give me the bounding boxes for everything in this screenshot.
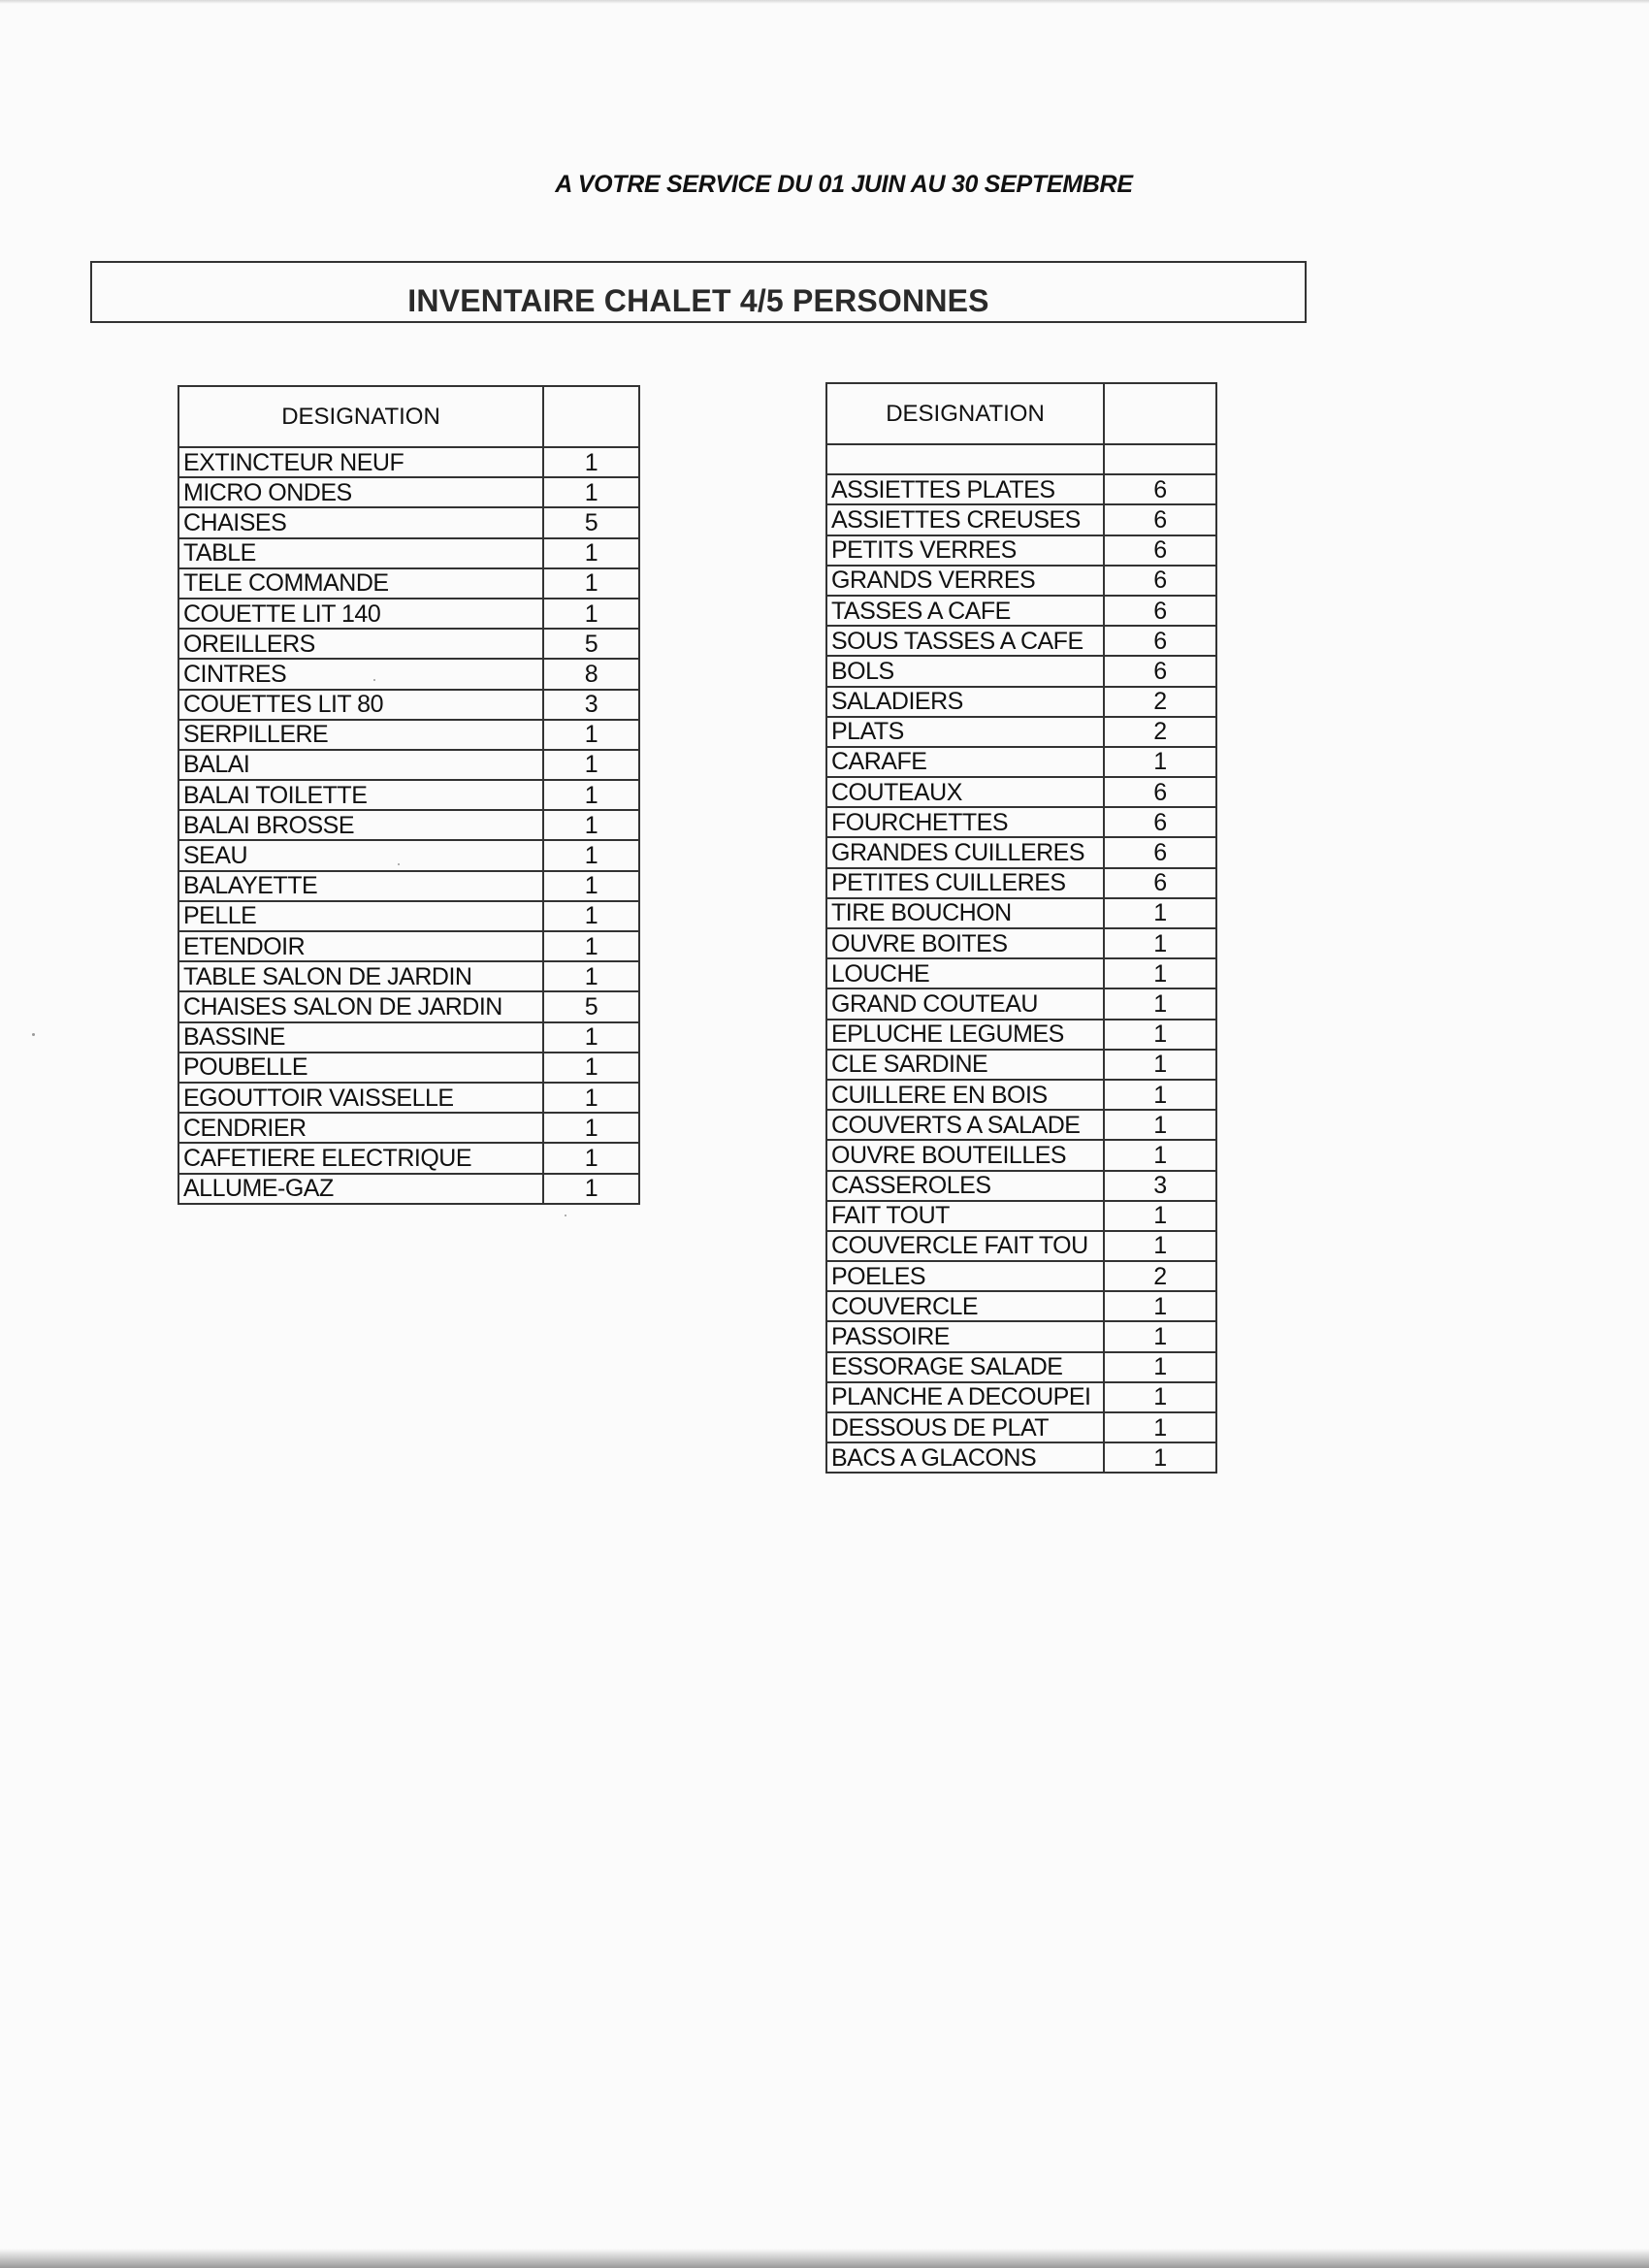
item-quantity: 1 bbox=[543, 901, 639, 931]
item-name: ETENDOIR bbox=[178, 931, 543, 961]
table-row bbox=[178, 477, 639, 507]
table-row bbox=[826, 1020, 1216, 1050]
item-name: ESSORAGE SALADE bbox=[826, 1352, 1104, 1382]
item-name: POELES bbox=[826, 1261, 1104, 1291]
table-row bbox=[826, 504, 1216, 535]
item-name: FAIT TOUT bbox=[826, 1201, 1104, 1231]
item-name: BACS A GLACONS bbox=[826, 1442, 1104, 1473]
table-row bbox=[178, 1022, 639, 1053]
item-name: BOLS bbox=[826, 656, 1104, 686]
quantity-header bbox=[543, 386, 639, 447]
table-row bbox=[826, 1171, 1216, 1201]
item-name: FOURCHETTES bbox=[826, 807, 1104, 837]
page-title: INVENTAIRE CHALET 4/5 PERSONNES bbox=[407, 282, 989, 318]
item-quantity: 1 bbox=[1104, 1321, 1216, 1351]
table-row bbox=[826, 444, 1216, 474]
table-row bbox=[178, 1053, 639, 1083]
table-row bbox=[826, 687, 1216, 717]
item-name: BALAI TOILETTE bbox=[178, 780, 543, 810]
table-row bbox=[178, 871, 639, 901]
table-row bbox=[178, 568, 639, 599]
inventory-table-right-body bbox=[826, 444, 1216, 1473]
table-row bbox=[826, 1352, 1216, 1382]
table-row bbox=[826, 958, 1216, 988]
item-quantity: 3 bbox=[543, 690, 639, 720]
item-quantity: 6 bbox=[1104, 535, 1216, 566]
item-quantity: 6 bbox=[1104, 474, 1216, 504]
item-name: SERPILLERE bbox=[178, 720, 543, 750]
table-row bbox=[826, 626, 1216, 656]
item-quantity: 1 bbox=[543, 477, 639, 507]
item-quantity: 1 bbox=[1104, 1140, 1216, 1170]
item-quantity: 6 bbox=[1104, 656, 1216, 686]
item-quantity: 1 bbox=[1104, 1412, 1216, 1442]
item-quantity: 1 bbox=[543, 599, 639, 629]
table-row bbox=[178, 659, 639, 689]
item-quantity: 1 bbox=[543, 720, 639, 750]
item-name: EXTINCTEUR NEUF bbox=[178, 447, 543, 477]
item-quantity: 5 bbox=[543, 629, 639, 659]
item-quantity: 5 bbox=[543, 991, 639, 1021]
table-row bbox=[826, 1231, 1216, 1261]
table-row bbox=[826, 988, 1216, 1019]
table-row bbox=[178, 720, 639, 750]
item-name: CASSEROLES bbox=[826, 1171, 1104, 1201]
item-quantity: 1 bbox=[1104, 1110, 1216, 1140]
item-quantity: 6 bbox=[1104, 777, 1216, 807]
item-quantity: 1 bbox=[1104, 928, 1216, 958]
scan-speck bbox=[398, 863, 400, 865]
table-row bbox=[826, 898, 1216, 928]
table-row bbox=[178, 840, 639, 870]
scan-edge-bottom bbox=[0, 2249, 1649, 2268]
table-row bbox=[178, 507, 639, 537]
table-row bbox=[178, 750, 639, 780]
item-name: PELLE bbox=[178, 901, 543, 931]
table-row bbox=[826, 566, 1216, 596]
item-name bbox=[826, 444, 1104, 474]
item-name: POUBELLE bbox=[178, 1053, 543, 1083]
item-quantity: 1 bbox=[543, 1113, 639, 1143]
table-row bbox=[826, 474, 1216, 504]
item-quantity: 1 bbox=[1104, 1231, 1216, 1261]
table-row bbox=[178, 810, 639, 840]
item-name: SALADIERS bbox=[826, 687, 1104, 717]
item-name: BALAI BROSSE bbox=[178, 810, 543, 840]
table-row bbox=[826, 596, 1216, 626]
item-name: OREILLERS bbox=[178, 629, 543, 659]
table-header-row bbox=[826, 383, 1216, 444]
item-name: COUVERCLE FAIT TOU bbox=[826, 1231, 1104, 1261]
item-quantity: 1 bbox=[543, 840, 639, 870]
item-name: ASSIETTES CREUSES bbox=[826, 504, 1104, 535]
table-row bbox=[826, 1080, 1216, 1110]
item-name: TABLE bbox=[178, 538, 543, 568]
table-row bbox=[178, 1143, 639, 1173]
item-quantity: 2 bbox=[1104, 717, 1216, 747]
table-row bbox=[826, 1110, 1216, 1140]
item-name: COUVERCLE bbox=[826, 1291, 1104, 1321]
item-quantity: 6 bbox=[1104, 504, 1216, 535]
table-row bbox=[826, 1261, 1216, 1291]
item-name: EGOUTTOIR VAISSELLE bbox=[178, 1083, 543, 1113]
table-row bbox=[826, 656, 1216, 686]
service-period-subtitle: A VOTRE SERVICE DU 01 JUIN AU 30 SEPTEMBRE bbox=[555, 171, 1133, 198]
item-name: TASSES A CAFE bbox=[826, 596, 1104, 626]
inventory-table-left bbox=[178, 385, 640, 1205]
item-name: CHAISES SALON DE JARDIN bbox=[178, 991, 543, 1021]
item-quantity: 1 bbox=[543, 447, 639, 477]
table-row bbox=[178, 961, 639, 991]
item-name: CAFETIERE ELECTRIQUE bbox=[178, 1143, 543, 1173]
item-quantity: 1 bbox=[1104, 958, 1216, 988]
table-row bbox=[826, 837, 1216, 867]
item-quantity: 1 bbox=[1104, 1291, 1216, 1321]
table-row bbox=[826, 1140, 1216, 1170]
item-name: TABLE SALON DE JARDIN bbox=[178, 961, 543, 991]
item-name: LOUCHE bbox=[826, 958, 1104, 988]
item-quantity: 1 bbox=[1104, 898, 1216, 928]
table-row bbox=[178, 931, 639, 961]
table-row bbox=[826, 747, 1216, 777]
table-row bbox=[826, 1412, 1216, 1442]
item-quantity: 1 bbox=[1104, 1050, 1216, 1080]
item-name: PETITS VERRES bbox=[826, 535, 1104, 566]
item-name: GRANDES CUILLERES bbox=[826, 837, 1104, 867]
item-quantity: 1 bbox=[543, 1083, 639, 1113]
table-row bbox=[178, 1113, 639, 1143]
item-name: COUTEAUX bbox=[826, 777, 1104, 807]
table-row bbox=[826, 1050, 1216, 1080]
item-name: EPLUCHE LEGUMES bbox=[826, 1020, 1104, 1050]
item-name: GRANDS VERRES bbox=[826, 566, 1104, 596]
item-quantity: 1 bbox=[543, 931, 639, 961]
item-quantity: 1 bbox=[543, 568, 639, 599]
item-name: OUVRE BOUTEILLES bbox=[826, 1140, 1104, 1170]
table-row bbox=[178, 629, 639, 659]
table-row bbox=[826, 868, 1216, 898]
quantity-header bbox=[1104, 383, 1216, 444]
item-quantity: 1 bbox=[1104, 1080, 1216, 1110]
item-name: COUETTES LIT 80 bbox=[178, 690, 543, 720]
item-quantity bbox=[1104, 444, 1216, 474]
item-quantity: 1 bbox=[543, 1053, 639, 1083]
designation-header: DESIGNATION bbox=[178, 386, 543, 447]
item-name: COUETTE LIT 140 bbox=[178, 599, 543, 629]
table-row bbox=[178, 780, 639, 810]
item-name: PETITES CUILLERES bbox=[826, 868, 1104, 898]
table-row bbox=[178, 1174, 639, 1204]
item-quantity: 1 bbox=[543, 780, 639, 810]
item-quantity: 1 bbox=[1104, 988, 1216, 1019]
item-quantity: 1 bbox=[1104, 1442, 1216, 1473]
table-row bbox=[178, 991, 639, 1021]
item-quantity: 1 bbox=[543, 1174, 639, 1204]
item-quantity: 1 bbox=[1104, 1020, 1216, 1050]
item-name: SOUS TASSES A CAFE bbox=[826, 626, 1104, 656]
table-row bbox=[826, 1201, 1216, 1231]
table-row bbox=[178, 538, 639, 568]
table-row bbox=[826, 1382, 1216, 1412]
item-quantity: 1 bbox=[543, 1022, 639, 1053]
item-name: PLANCHE A DECOUPEI bbox=[826, 1382, 1104, 1412]
table-header-row bbox=[178, 386, 639, 447]
title-box bbox=[90, 261, 1307, 323]
item-name: GRAND COUTEAU bbox=[826, 988, 1104, 1019]
item-quantity: 1 bbox=[1104, 747, 1216, 777]
item-name: OUVRE BOITES bbox=[826, 928, 1104, 958]
table-row bbox=[826, 535, 1216, 566]
item-quantity: 1 bbox=[1104, 1201, 1216, 1231]
item-name: PASSOIRE bbox=[826, 1321, 1104, 1351]
inventory-table-left-body bbox=[178, 447, 639, 1204]
item-name: ALLUME-GAZ bbox=[178, 1174, 543, 1204]
item-quantity: 1 bbox=[1104, 1382, 1216, 1412]
table-row bbox=[826, 777, 1216, 807]
item-quantity: 6 bbox=[1104, 868, 1216, 898]
item-name: CENDRIER bbox=[178, 1113, 543, 1143]
item-quantity: 3 bbox=[1104, 1171, 1216, 1201]
item-name: ASSIETTES PLATES bbox=[826, 474, 1104, 504]
table-row bbox=[826, 717, 1216, 747]
item-quantity: 1 bbox=[543, 750, 639, 780]
item-name: PLATS bbox=[826, 717, 1104, 747]
item-quantity: 1 bbox=[543, 871, 639, 901]
item-quantity: 1 bbox=[543, 961, 639, 991]
item-name: CHAISES bbox=[178, 507, 543, 537]
item-quantity: 6 bbox=[1104, 596, 1216, 626]
table-row bbox=[826, 928, 1216, 958]
item-name: TIRE BOUCHON bbox=[826, 898, 1104, 928]
table-row bbox=[826, 807, 1216, 837]
item-name: DESSOUS DE PLAT bbox=[826, 1412, 1104, 1442]
item-name: CARAFE bbox=[826, 747, 1104, 777]
item-name: BALAYETTE bbox=[178, 871, 543, 901]
designation-header: DESIGNATION bbox=[826, 383, 1104, 444]
scan-speck bbox=[373, 679, 375, 681]
item-quantity: 2 bbox=[1104, 1261, 1216, 1291]
item-quantity: 1 bbox=[543, 538, 639, 568]
item-quantity: 1 bbox=[1104, 1352, 1216, 1382]
table-row bbox=[178, 1083, 639, 1113]
item-quantity: 6 bbox=[1104, 837, 1216, 867]
table-row bbox=[178, 690, 639, 720]
item-name: BALAI bbox=[178, 750, 543, 780]
item-quantity: 6 bbox=[1104, 566, 1216, 596]
item-quantity: 6 bbox=[1104, 807, 1216, 837]
item-quantity: 2 bbox=[1104, 687, 1216, 717]
item-name: TELE COMMANDE bbox=[178, 568, 543, 599]
item-name: MICRO ONDES bbox=[178, 477, 543, 507]
item-quantity: 5 bbox=[543, 507, 639, 537]
item-name: COUVERTS A SALADE bbox=[826, 1110, 1104, 1140]
item-name: BASSINE bbox=[178, 1022, 543, 1053]
table-row bbox=[826, 1442, 1216, 1473]
item-name: CUILLERE EN BOIS bbox=[826, 1080, 1104, 1110]
scan-speck bbox=[565, 1215, 566, 1216]
table-row bbox=[826, 1291, 1216, 1321]
table-row bbox=[826, 1321, 1216, 1351]
item-quantity: 1 bbox=[543, 1143, 639, 1173]
item-quantity: 6 bbox=[1104, 626, 1216, 656]
item-quantity: 1 bbox=[543, 810, 639, 840]
table-row bbox=[178, 599, 639, 629]
table-row bbox=[178, 447, 639, 477]
inventory-table-right bbox=[825, 382, 1217, 1474]
scan-edge-top bbox=[0, 0, 1649, 4]
item-name: CLE SARDINE bbox=[826, 1050, 1104, 1080]
item-name: SEAU bbox=[178, 840, 543, 870]
scan-speck bbox=[32, 1033, 35, 1036]
item-name: CINTRES bbox=[178, 659, 543, 689]
table-row bbox=[178, 901, 639, 931]
item-quantity: 8 bbox=[543, 659, 639, 689]
